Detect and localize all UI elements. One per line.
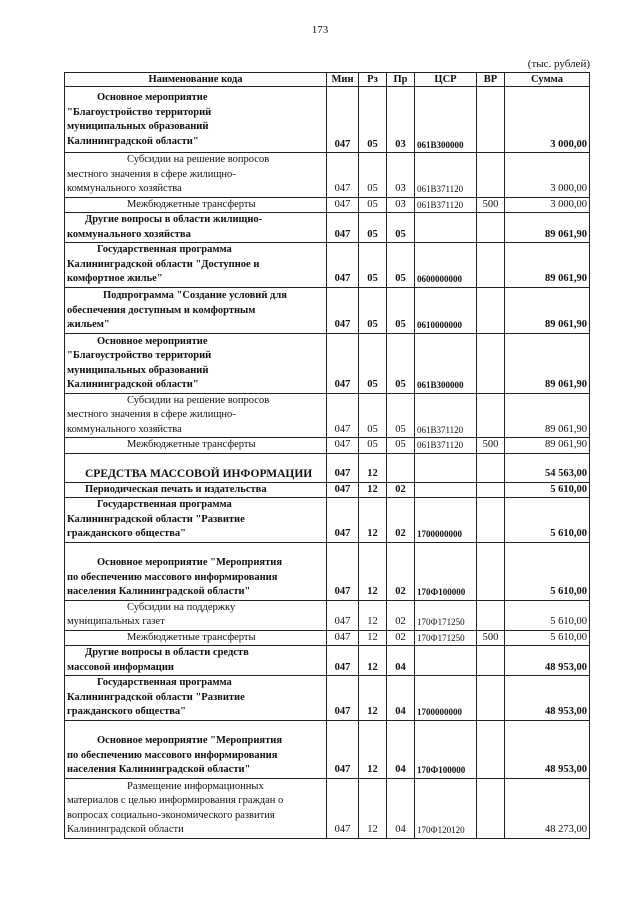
row-sum: 48 953,00: [505, 646, 590, 676]
row-vr: [477, 778, 505, 838]
row-min: 047: [327, 676, 359, 721]
page-number: 173: [311, 24, 329, 36]
row-min: 047: [327, 600, 359, 630]
table-row: [65, 197, 590, 213]
row-vr: 500: [477, 438, 505, 454]
row-vr: 500: [477, 630, 505, 646]
header-csr: ЦСР: [415, 73, 477, 87]
row-csr: 170Ф100000: [415, 542, 477, 600]
row-sum: 48 953,00: [505, 676, 590, 721]
row-pr: 02: [387, 630, 415, 646]
row-pr: 04: [387, 646, 415, 676]
table-row: [65, 542, 590, 600]
row-csr: 0600000000: [415, 243, 477, 288]
row-name-line: Калининградской области "Развитие: [67, 691, 245, 703]
header-min: Мин: [327, 73, 359, 87]
row-sum: 3 000,00: [505, 87, 590, 153]
header-row: [65, 73, 590, 87]
row-name-line: Другие вопросы в области жилищно-: [85, 214, 263, 225]
row-min: 047: [327, 453, 359, 482]
row-sum: 89 061,90: [505, 287, 590, 333]
row-min: 047: [327, 646, 359, 676]
row-min: 047: [327, 87, 359, 153]
row-csr: 061В300000: [415, 87, 477, 153]
row-pr: [387, 453, 415, 482]
table-row: [65, 333, 590, 393]
table-row: [65, 630, 590, 646]
row-name-line: Калининградской области "Доступное и: [67, 258, 260, 270]
row-pr: 05: [387, 333, 415, 393]
table-row: [65, 600, 590, 630]
row-name-line: Субсидии на решение вопросов: [127, 394, 270, 406]
row-rz: 12: [359, 482, 387, 498]
row-name: [65, 438, 327, 454]
row-pr: 04: [387, 778, 415, 838]
row-name-line: муниципальных образований: [67, 121, 209, 132]
units-label: (тыс. рублей): [527, 58, 590, 70]
row-name: [65, 630, 327, 646]
row-csr: 061В371120: [415, 197, 477, 213]
row-min: 047: [327, 153, 359, 198]
row-vr: [477, 213, 505, 243]
row-rz: 12: [359, 676, 387, 721]
row-sum: 54 563,00: [505, 453, 590, 482]
row-min: 047: [327, 197, 359, 213]
row-pr: 03: [387, 87, 415, 153]
row-name: [65, 287, 327, 333]
header-rz: Рз: [359, 73, 387, 87]
row-sum: 5 610,00: [505, 600, 590, 630]
row-csr: [415, 213, 477, 243]
table-row: [65, 482, 590, 498]
row-min: 047: [327, 542, 359, 600]
row-name-line: по обеспечению массового информирования: [67, 749, 278, 761]
row-min: 047: [327, 720, 359, 778]
row-name-line: Подпрограмма "Создание условий для: [103, 290, 287, 301]
row-name: [65, 498, 327, 543]
row-vr: [477, 600, 505, 630]
row-name-line: Периодическая печать и издательства: [85, 483, 267, 495]
row-vr: [477, 453, 505, 482]
row-min: 047: [327, 778, 359, 838]
row-name-line: Калининградской области: [67, 824, 184, 835]
row-min: 047: [327, 482, 359, 498]
row-rz: 12: [359, 720, 387, 778]
row-min: 047: [327, 287, 359, 333]
row-name-line: "Благоустройство территорий: [67, 106, 212, 118]
row-pr: 02: [387, 482, 415, 498]
row-rz: 12: [359, 453, 387, 482]
row-name: [65, 646, 327, 676]
row-min: 047: [327, 213, 359, 243]
table-row: [65, 393, 590, 438]
table-row: [65, 243, 590, 288]
row-sum: 5 610,00: [505, 482, 590, 498]
row-rz: 05: [359, 153, 387, 198]
row-name: [65, 453, 327, 482]
row-pr: 04: [387, 676, 415, 721]
row-name-line: Калининградской области "Развитие: [67, 513, 245, 525]
row-name-line: коммунального хозяйства: [67, 423, 182, 435]
row-name-line: гражданского общества": [67, 528, 187, 539]
row-name-line: Другие вопросы в области средств: [85, 647, 249, 658]
table-row: [65, 676, 590, 721]
row-sum: 5 610,00: [505, 542, 590, 600]
table-row: [65, 720, 590, 778]
row-name-line: муниципальных газет: [67, 616, 165, 627]
row-vr: [477, 393, 505, 438]
row-rz: 05: [359, 243, 387, 288]
row-sum: 89 061,90: [505, 213, 590, 243]
row-name: [65, 243, 327, 288]
row-csr: 061В300000: [415, 333, 477, 393]
row-min: 047: [327, 333, 359, 393]
row-min: 047: [327, 498, 359, 543]
row-rz: 05: [359, 393, 387, 438]
row-sum: 89 061,90: [505, 333, 590, 393]
table-row: [65, 498, 590, 543]
table-row: [65, 438, 590, 454]
row-rz: 05: [359, 87, 387, 153]
row-rz: 05: [359, 438, 387, 454]
row-sum: 5 610,00: [505, 630, 590, 646]
row-min: 047: [327, 630, 359, 646]
row-pr: 02: [387, 498, 415, 543]
row-name-line: Основное мероприятие "Мероприятия: [97, 735, 282, 746]
row-name-line: Калининградской области": [67, 379, 199, 390]
row-vr: [477, 87, 505, 153]
row-vr: [477, 482, 505, 498]
row-name: [65, 393, 327, 438]
row-csr: 1700000000: [415, 498, 477, 543]
row-pr: 03: [387, 153, 415, 198]
header-name: Наименование кода: [65, 73, 327, 87]
budget-table: [64, 72, 590, 839]
row-csr: [415, 646, 477, 676]
row-name: [65, 333, 327, 393]
row-name-line: Межбюджетные трансферты: [127, 631, 256, 643]
row-vr: [477, 243, 505, 288]
row-sum: 3 000,00: [505, 197, 590, 213]
table-row: [65, 453, 590, 482]
table-row: [65, 646, 590, 676]
row-csr: 170Ф171250: [415, 630, 477, 646]
table-row: [65, 87, 590, 153]
row-name-line: по обеспечению массового информирования: [67, 571, 278, 583]
row-name-line: Межбюджетные трансферты: [127, 439, 256, 450]
row-pr: 03: [387, 197, 415, 213]
row-name-line: жильем": [67, 319, 110, 330]
row-name: [65, 600, 327, 630]
row-vr: [477, 720, 505, 778]
row-rz: 12: [359, 778, 387, 838]
row-csr: 170Ф120120: [415, 778, 477, 838]
row-sum: 5 610,00: [505, 498, 590, 543]
row-csr: 061В371120: [415, 393, 477, 438]
header-vr: ВР: [477, 73, 505, 87]
row-rz: 05: [359, 333, 387, 393]
table-row: [65, 778, 590, 838]
row-name-line: Субсидии на решение вопросов: [127, 154, 270, 165]
row-min: 047: [327, 438, 359, 454]
row-name: [65, 778, 327, 838]
row-vr: [477, 333, 505, 393]
table-row: [65, 287, 590, 333]
row-name-line: Субсидии на поддержку: [127, 601, 236, 613]
row-sum: 89 061,90: [505, 438, 590, 454]
row-min: 047: [327, 243, 359, 288]
row-name-line: местного значения в сфере жилищно-: [67, 409, 236, 420]
row-rz: 12: [359, 542, 387, 600]
row-vr: [477, 153, 505, 198]
row-name-line: коммунального хозяйства: [67, 183, 182, 194]
row-csr: [415, 453, 477, 482]
row-name-line: Государственная программа: [97, 677, 232, 688]
row-rz: 12: [359, 600, 387, 630]
row-csr: 170Ф171250: [415, 600, 477, 630]
row-csr: 170Ф100000: [415, 720, 477, 778]
row-name-line: Основное мероприятие: [97, 335, 208, 347]
row-name: [65, 542, 327, 600]
row-pr: 02: [387, 600, 415, 630]
row-vr: [477, 646, 505, 676]
row-pr: 05: [387, 287, 415, 333]
row-vr: [477, 542, 505, 600]
row-sum: 48 273,00: [505, 778, 590, 838]
row-csr: 1700000000: [415, 676, 477, 721]
row-name: [65, 676, 327, 721]
row-name-line: массовой информации: [67, 661, 174, 673]
row-name-line: Размещение информационных: [127, 780, 264, 792]
table-row: [65, 213, 590, 243]
row-name-line: муниципальных образований: [67, 364, 209, 376]
header-pr: Пр: [387, 73, 415, 87]
row-name-line: обеспечения доступным и комфортным: [67, 304, 256, 316]
row-name-line: Основное мероприятие "Мероприятия: [97, 557, 282, 568]
row-name: [65, 87, 327, 153]
row-rz: 12: [359, 630, 387, 646]
row-csr: [415, 482, 477, 498]
table-row: [65, 153, 590, 198]
row-name-line: Основное мероприятие: [97, 92, 208, 103]
row-pr: 05: [387, 438, 415, 454]
row-name-line: местного значения в сфере жилищно-: [67, 168, 236, 180]
row-min: 047: [327, 393, 359, 438]
row-rz: 05: [359, 213, 387, 243]
row-name-line: Межбюджетные трансферты: [127, 198, 256, 210]
row-pr: 05: [387, 213, 415, 243]
row-pr: 04: [387, 720, 415, 778]
row-name-line: коммунального хозяйства: [67, 228, 191, 240]
row-name: [65, 153, 327, 198]
row-name: [65, 213, 327, 243]
row-pr: 05: [387, 243, 415, 288]
row-name-line: Государственная программа: [97, 244, 232, 255]
row-name: [65, 482, 327, 498]
row-name-line: СРЕДСТВА МАССОВОЙ ИНФОРМАЦИИ: [85, 468, 313, 480]
row-name-line: Государственная программа: [97, 499, 232, 510]
row-name: [65, 197, 327, 213]
row-pr: 02: [387, 542, 415, 600]
row-sum: 48 953,00: [505, 720, 590, 778]
row-vr: [477, 676, 505, 721]
row-name: [65, 720, 327, 778]
row-sum: 3 000,00: [505, 153, 590, 198]
row-name-line: вопросах социально-экономического развития: [67, 809, 275, 821]
row-csr: 061В371120: [415, 438, 477, 454]
row-name-line: гражданского общества": [67, 706, 187, 717]
row-name-line: населения Калининградской области": [67, 586, 251, 597]
row-vr: [477, 498, 505, 543]
row-rz: 05: [359, 287, 387, 333]
row-vr: 500: [477, 197, 505, 213]
row-csr: 061В371120: [415, 153, 477, 198]
row-pr: 05: [387, 393, 415, 438]
row-name-line: комфортное жилье": [67, 273, 163, 284]
header-sum: Сумма: [505, 73, 590, 87]
row-name-line: "Благоустройство территорий: [67, 350, 212, 361]
row-vr: [477, 287, 505, 333]
row-sum: 89 061,90: [505, 393, 590, 438]
row-name-line: населения Калининградской области": [67, 764, 251, 775]
row-rz: 12: [359, 498, 387, 543]
row-name-line: Калининградской области": [67, 135, 199, 147]
row-sum: 89 061,90: [505, 243, 590, 288]
row-rz: 12: [359, 646, 387, 676]
row-name-line: материалов с целью информирования граждан о: [67, 795, 284, 806]
row-csr: 0610000000: [415, 287, 477, 333]
row-rz: 05: [359, 197, 387, 213]
